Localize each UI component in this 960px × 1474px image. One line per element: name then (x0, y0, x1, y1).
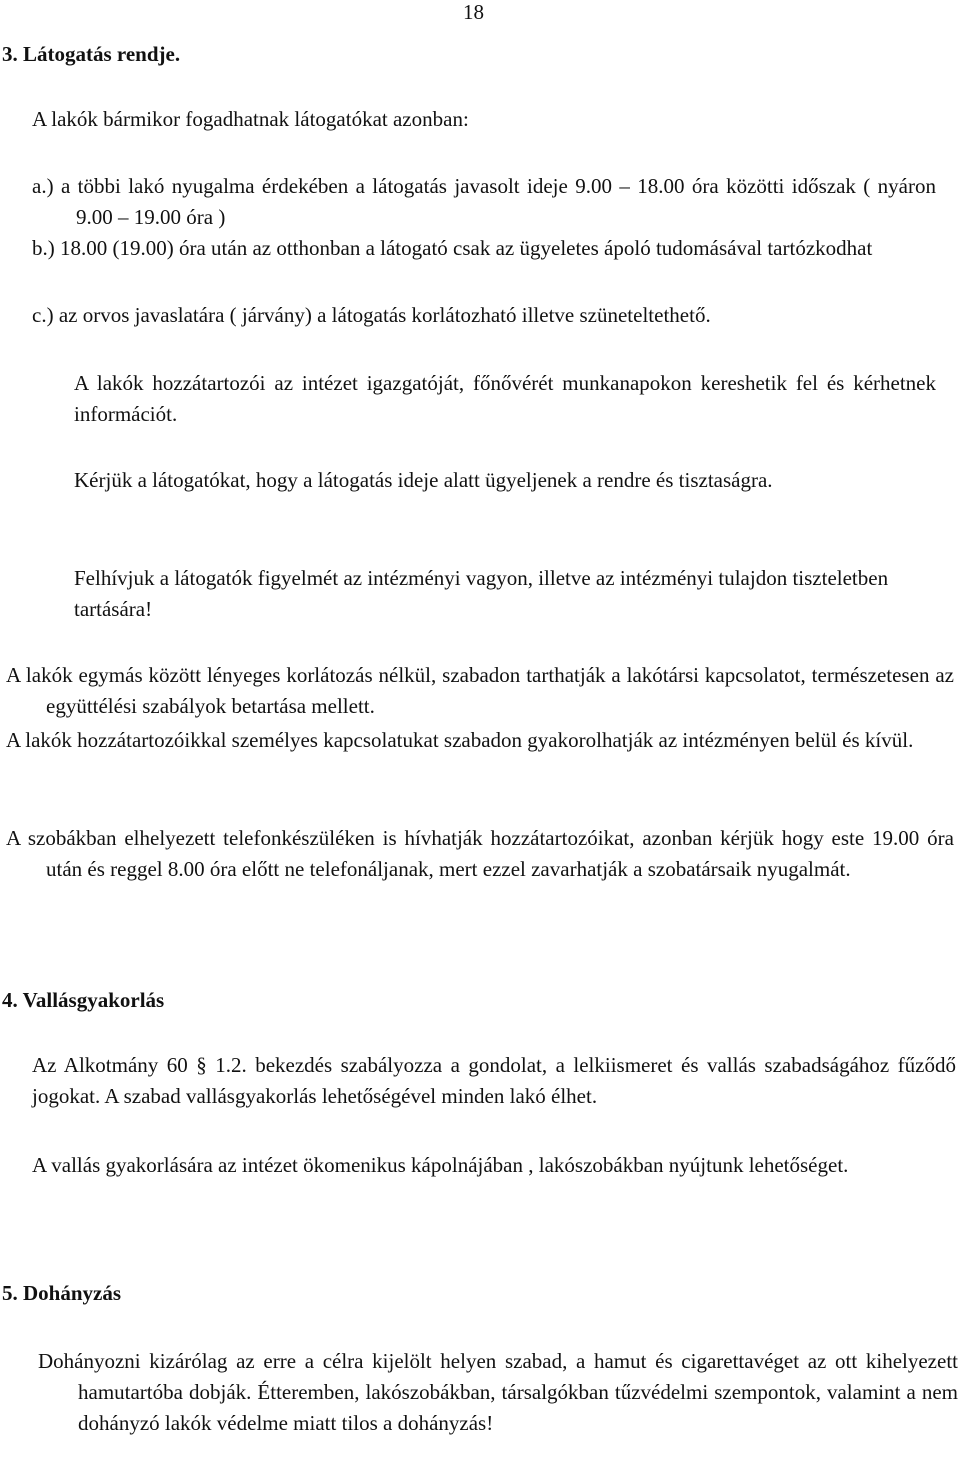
section-5-heading: 5. Dohányzás (2, 1281, 122, 1305)
visiting-item-a: a.) a többi lakó nyugalma érdekében a látogatás javasolt ideje 9.00 – 18.00 óra közötti időszak ( nyáron 9.00 – 19.00 óra ) (32, 174, 936, 229)
visiting-intro: A lakók bármikor fogadhatnak látogatókat azonban: (32, 107, 469, 131)
relations-paragraph: A lakók hozzátartozóikkal személyes kapcsolatukat szabadon gyakorolhatják az intézményen belül és kívül. (6, 728, 914, 752)
property-paragraph: Felhívjuk a látogatók figyelmét az intézményi vagyon, illetve az intézményi tulajdon tiszteletben tartására! (74, 566, 889, 621)
relatives-paragraph: A lakók hozzátartozói az intézet igazgatóját, főnővérét munkanapokon kereshetik fel és kérhetnek információt. (74, 371, 936, 426)
constitution-paragraph: Az Alkotmány 60 § 1.2. bekezdés szabályozza a gondolat, a lelkiismeret és vallás szabadságához fűződő jogokat. A szabad vallásgyakorlás lehetőségével minden lakó élhet. (32, 1053, 956, 1108)
visiting-item-b: b.) 18.00 (19.00) óra után az otthonban a látogató csak az ügyeletes ápoló tudomásával tartózkodhat (32, 236, 873, 260)
smoking-paragraph: Dohányozni kizárólag az erre a célra kijelölt helyen szabad, a hamut és cigarettavéget az ott kihelyezett hamutartóba dobják. Étteremben, lakószobákban, társalgókban tűzvédelmi szempontok, valamint a nem dohányzó lakók védelme miatt tilos a dohányzás! (38, 1349, 958, 1435)
page-number: 18 (463, 0, 484, 24)
section-4-heading: 4. Vallásgyakorlás (2, 988, 165, 1012)
visiting-item-c: c.) az orvos javaslatára ( járvány) a látogatás korlátozható illetve szüneteltethető. (32, 303, 711, 327)
phone-paragraph: A szobákban elhelyezett telefonkészüléken is hívhatják hozzátartozóikat, azonban kérjük hogy este 19.00 óra után és reggel 8.00 óra előtt ne telefonáljanak, mert ezzel zavarhatják a szobatársaik nyugalmát. (6, 826, 954, 881)
chapel-paragraph: A vallás gyakorlására az intézet ökomenikus kápolnájában , lakószobákban nyújtunk lehetőséget. (32, 1153, 849, 1177)
visitors-paragraph: Kérjük a látogatókat, hogy a látogatás ideje alatt ügyeljenek a rendre és tisztaságra. (74, 468, 773, 492)
section-3-heading: 3. Látogatás rendje. (2, 42, 181, 66)
residents-paragraph: A lakók egymás között lényeges korlátozás nélkül, szabadon tarthatják a lakótársi kapcsolatot, természetesen az együttélési szabályok betartása mellett. (6, 663, 954, 718)
